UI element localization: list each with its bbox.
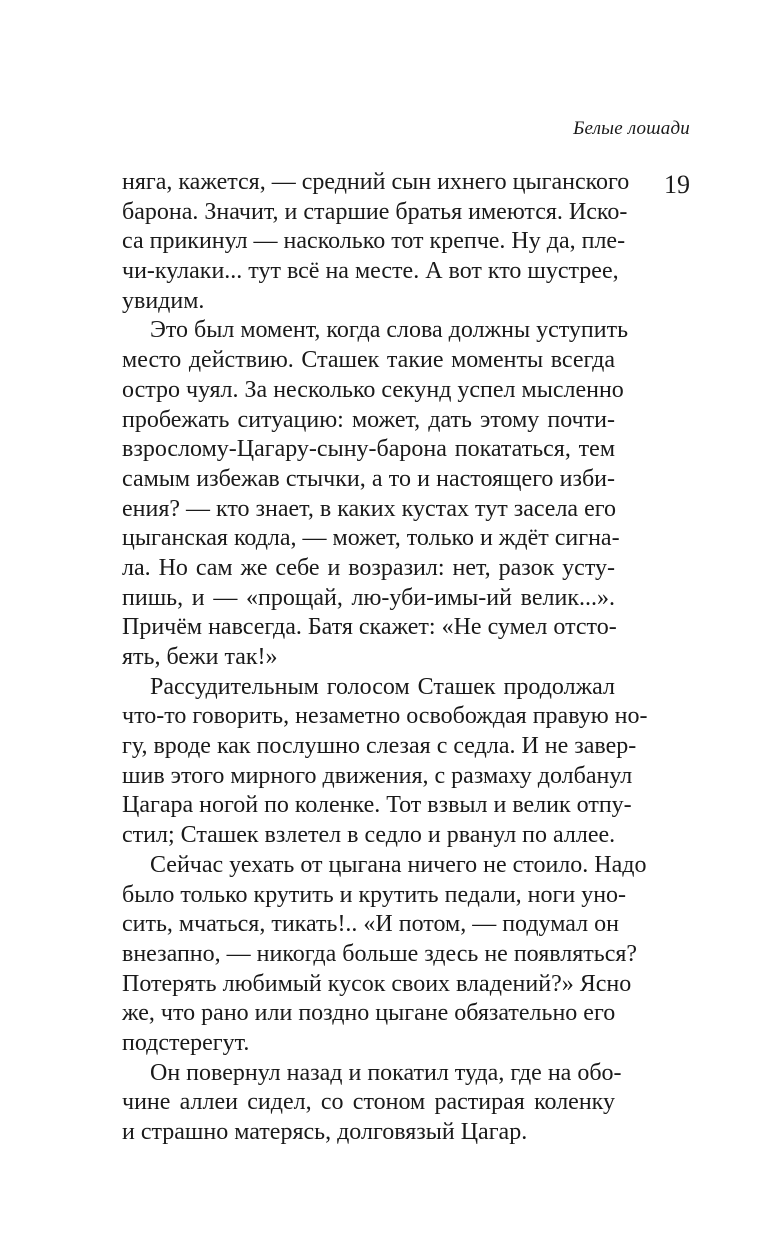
page-number: 19 [664, 170, 690, 199]
text-line: остро чуял. За несколько секунд успел мысленно [122, 376, 624, 403]
text-line: пишь, и — «прощай, лю-уби-имы-ий велик...». [122, 584, 615, 611]
text-line: внезапно, — никогда больше здесь не появляться? [122, 940, 638, 967]
text-line: взрослому-Цагару-сыну-барона покататься, тем [122, 436, 615, 463]
text-line: чине аллеи сидел, со стоном растирая коленку [122, 1089, 615, 1116]
text-line: стил; Сташек взлетел в седло и рванул по аллее. [122, 822, 616, 849]
text-line: же, что рано или поздно цыгане обязательно его [122, 1000, 616, 1027]
text-line: сить, мчаться, тикать!.. «И потом, — подумал он [122, 911, 619, 938]
paragraph [122, 673, 648, 851]
text-line: подстерегут. [122, 1029, 250, 1056]
text-line: са прикинул — насколько тот крепче. Ну да, пле- [122, 228, 626, 255]
text-line: Причём навсегда. Батя скажет: «Не сумел отсто- [122, 614, 617, 641]
text-line: няга, кажется, — средний сын ихнего цыганского [122, 169, 630, 195]
text-line: Цагара ногой по коленке. Тот взвыл и велик отпу- [122, 792, 632, 819]
text-line: чи-кулаки... тут всё на месте. А вот кто шустрее, [122, 258, 619, 285]
text-line: гу, вроде как послушно слезая с седла. И не завер- [122, 733, 637, 760]
text-line: Это был момент, когда слова должны уступить [150, 317, 629, 344]
paragraph [122, 1059, 622, 1148]
paragraph [122, 316, 629, 672]
text-line: Он повернул назад и покатил туда, где на обо- [150, 1059, 622, 1086]
text-line: и страшно матерясь, долговязый Цагар. [122, 1119, 528, 1145]
text-line: Рассудительным голосом Сташек продолжал [150, 673, 615, 700]
text-line: ения? — кто знает, в каких кустах тут засела его [122, 495, 616, 522]
body-text [122, 168, 648, 1148]
text-line: цыганская кодла, — может, только и ждёт сигна- [122, 525, 620, 552]
text-line: шив этого мирного движения, с размаху долбанул [122, 762, 633, 789]
text-line: Потерять любимый кусок своих владений?» Ясно [122, 970, 632, 997]
text-line: место действию. Сташек такие моменты всегда [122, 347, 615, 374]
text-line: пробежать ситуацию: может, дать этому почти- [122, 406, 615, 433]
text-line: ять, бежи так!» [122, 644, 278, 670]
text-line: самым избежав стычки, а то и настоящего изби- [122, 465, 615, 492]
running-head: Белые лошади [573, 118, 690, 139]
text-line: было только крутить и крутить педали, ноги уно- [122, 881, 627, 908]
text-line: увидим. [122, 287, 205, 314]
text-line: что-то говорить, незаметно освобождая правую но- [122, 703, 648, 730]
text-line: Сейчас уехать от цыгана ничего не стоило. Надо [150, 851, 647, 878]
text-line: барона. Значит, и старшие братья имеются. Иско- [122, 198, 628, 225]
paragraph [122, 851, 647, 1059]
text-line: ла. Но сам же себе и возразил: нет, разок усту- [122, 554, 615, 581]
paragraph [122, 168, 630, 316]
